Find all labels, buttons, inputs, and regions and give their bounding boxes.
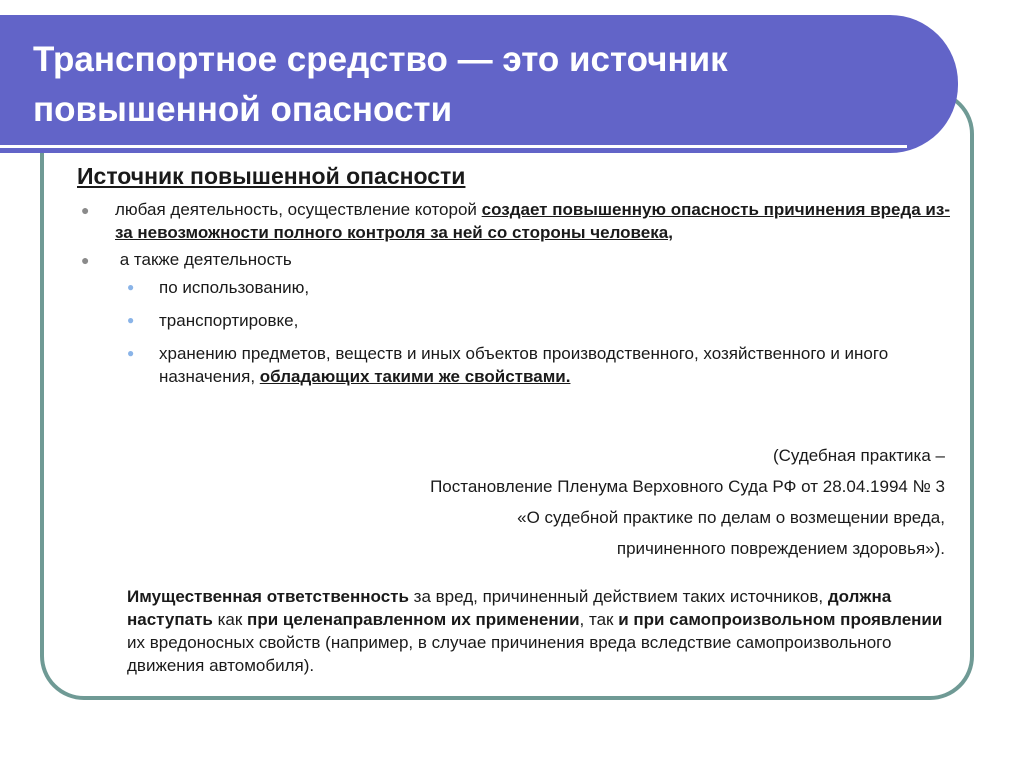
court-practice-quote: [300, 440, 945, 564]
bullet1-plain-text: любая деятельность, осуществление которой: [115, 200, 482, 219]
main-content: [77, 160, 957, 398]
bullet2-label: а также деятельность: [119, 250, 292, 269]
para-text: , так: [579, 610, 619, 629]
sub-bullet-plain-text: хранению предметов, веществ и иных объектов производственного, хозяйственного и иного назначения,: [159, 344, 889, 386]
sub-bullet-item: [77, 276, 957, 299]
slide-header: [0, 15, 958, 153]
para-bold-text: при целенаправленном их применении: [247, 610, 580, 629]
sub-bullet-item: [77, 309, 957, 332]
sub-bullet-list: [77, 276, 957, 388]
sub-bullet-text: [159, 342, 957, 388]
quote-line: причиненного повреждением здоровья»).: [616, 539, 945, 558]
quote-line: Постановление Пленума Верховного Суда РФ от 28.04.1994 № 3: [430, 477, 945, 496]
slide-title-line1: Транспортное средство — это источник: [33, 40, 728, 79]
sub-bullet-text: транспортировке,: [159, 311, 299, 330]
quote-line: «О судебной практике по делам о возмещении вреда,: [517, 508, 945, 527]
para-text: за вред, причиненный действием таких источников,: [408, 587, 828, 606]
slide-title-line2: повышенной опасности: [33, 90, 453, 129]
para-text: их вредоносных свойств (например, в случае причинения вреда вследствие самопроизвольного движения автомобиля).: [127, 633, 892, 675]
bullet-item-also-activity: [77, 248, 957, 271]
slide-title: [33, 35, 728, 135]
para-text: как: [212, 610, 248, 629]
sub-bullet-item: [77, 342, 957, 388]
sub-bullet-dot-icon: ●: [127, 313, 135, 327]
section-title: Источник повышенной опасности: [77, 163, 466, 189]
header-divider: [0, 145, 907, 148]
liability-paragraph: [127, 585, 947, 677]
para-bold-text: Имущественная ответственность: [127, 587, 409, 606]
bullet2-text: [115, 248, 957, 271]
bullet-dot-icon: ●: [81, 202, 90, 218]
bullet-text: [115, 198, 957, 244]
bullet1-emphasis-text: создает повышенную опасность причинения вреда из-за невозможности полного контроля за ней со стороны человека,: [115, 200, 950, 242]
sub-bullet-emphasis-text: обладающих такими же свойствами.: [259, 367, 571, 386]
sub-bullet-dot-icon: ●: [127, 280, 135, 294]
para-bold-text: и при самопроизвольном проявлении: [618, 610, 943, 629]
bullet-dot-icon: ●: [81, 252, 90, 268]
quote-line: (Судебная практика –: [772, 446, 945, 465]
sub-bullet-dot-icon: ●: [127, 346, 135, 360]
sub-bullet-text: по использованию,: [159, 278, 310, 297]
bullet-item-activity: [77, 198, 957, 244]
para-bold-text: должна наступать: [127, 587, 892, 629]
main-bullet-list: [77, 198, 957, 271]
